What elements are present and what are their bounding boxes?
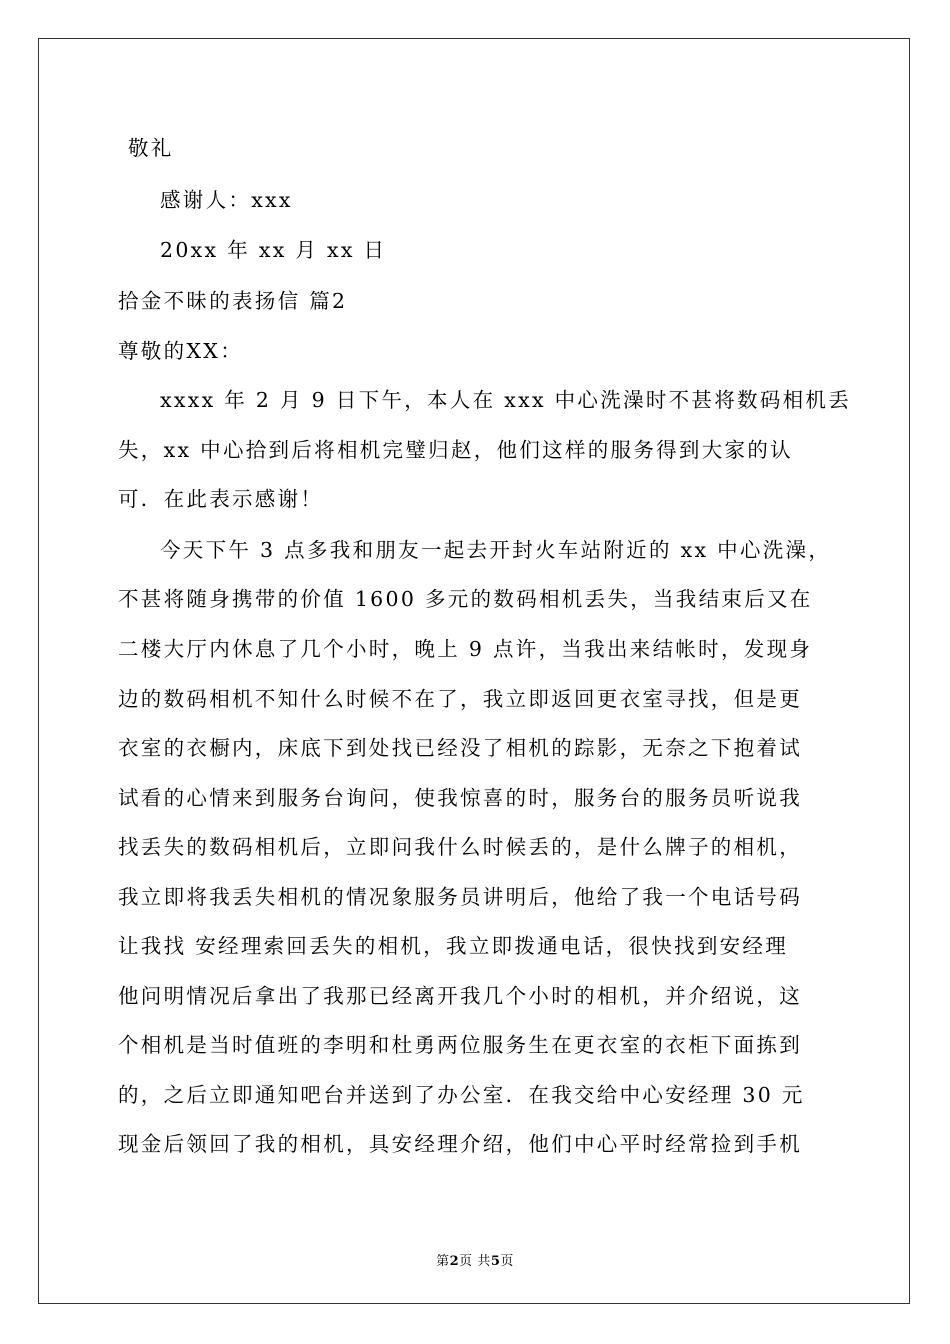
body-line: 衣室的衣橱内，床底下到处找已经没了相机的踪影，无奈之下抱着试 bbox=[118, 736, 802, 760]
body-line: 个相机是当时值班的李明和杜勇两位服务生在更衣室的衣柜下面拣到 bbox=[118, 1033, 802, 1057]
closing-salute: 敬礼 bbox=[128, 136, 174, 160]
body-line: 他问明情况后拿出了我那已经离开我几个小时的相机，并介绍说，这 bbox=[118, 984, 802, 1008]
greeting: 尊敬的XX： bbox=[118, 339, 243, 363]
page-border bbox=[38, 38, 910, 1304]
footer-mid: 页 共 bbox=[459, 1254, 491, 1269]
body-line: 边的数码相机不知什么时候不在了，我立即返回更衣室寻找，但是更 bbox=[118, 687, 802, 711]
body-line: 试看的心情来到服务台询问，使我惊喜的时，服务台的服务员听说我 bbox=[118, 786, 802, 810]
body-line: 让我找 安经理索回丢失的相机，我立即拨通电话，很快找到安经理 bbox=[118, 934, 789, 958]
body-line: 二楼大厅内休息了几个小时，晚上 9 点许，当我出来结帐时，发现身 bbox=[118, 637, 813, 661]
closing-date: 20xx 年 xx 月 xx 日 bbox=[160, 238, 387, 262]
closing-signer: 感谢人：xxx bbox=[160, 188, 293, 212]
section-title: 拾金不昧的表扬信 篇2 bbox=[118, 289, 348, 313]
body-line: 现金后领回了我的相机，具安经理介绍，他们中心平时经常捡到手机 bbox=[118, 1132, 802, 1156]
body-line: 失，xx 中心拾到后将相机完璧归赵，他们这样的服务得到大家的认 bbox=[118, 438, 793, 462]
body-line: 找丢失的数码相机后，立即问我什么时候丢的，是什么牌子的相机， bbox=[118, 835, 802, 859]
body-line: 我立即将我丢失相机的情况象服务员讲明后，他给了我一个电话号码 bbox=[118, 885, 802, 909]
body-line: 今天下午 3 点多我和朋友一起去开封火车站附近的 xx 中心洗澡， bbox=[160, 538, 832, 562]
footer-page-number: 2 bbox=[449, 1254, 460, 1269]
body-line: xxxx 年 2 月 9 日下午，本人在 xxx 中心洗澡时不甚将数码相机丢 bbox=[160, 388, 852, 412]
body-line: 的，之后立即通知吧台并送到了办公室．在我交给中心安经理 30 元 bbox=[118, 1083, 805, 1107]
footer-prefix: 第 bbox=[436, 1254, 450, 1269]
page-footer bbox=[0, 1250, 950, 1269]
footer-suffix: 页 bbox=[500, 1254, 514, 1269]
body-line: 可．在此表示感谢！ bbox=[118, 487, 324, 511]
body-line: 不甚将随身携带的价值 1600 多元的数码相机丢失，当我结束后又在 bbox=[118, 587, 813, 611]
footer-total-pages: 5 bbox=[490, 1254, 501, 1269]
